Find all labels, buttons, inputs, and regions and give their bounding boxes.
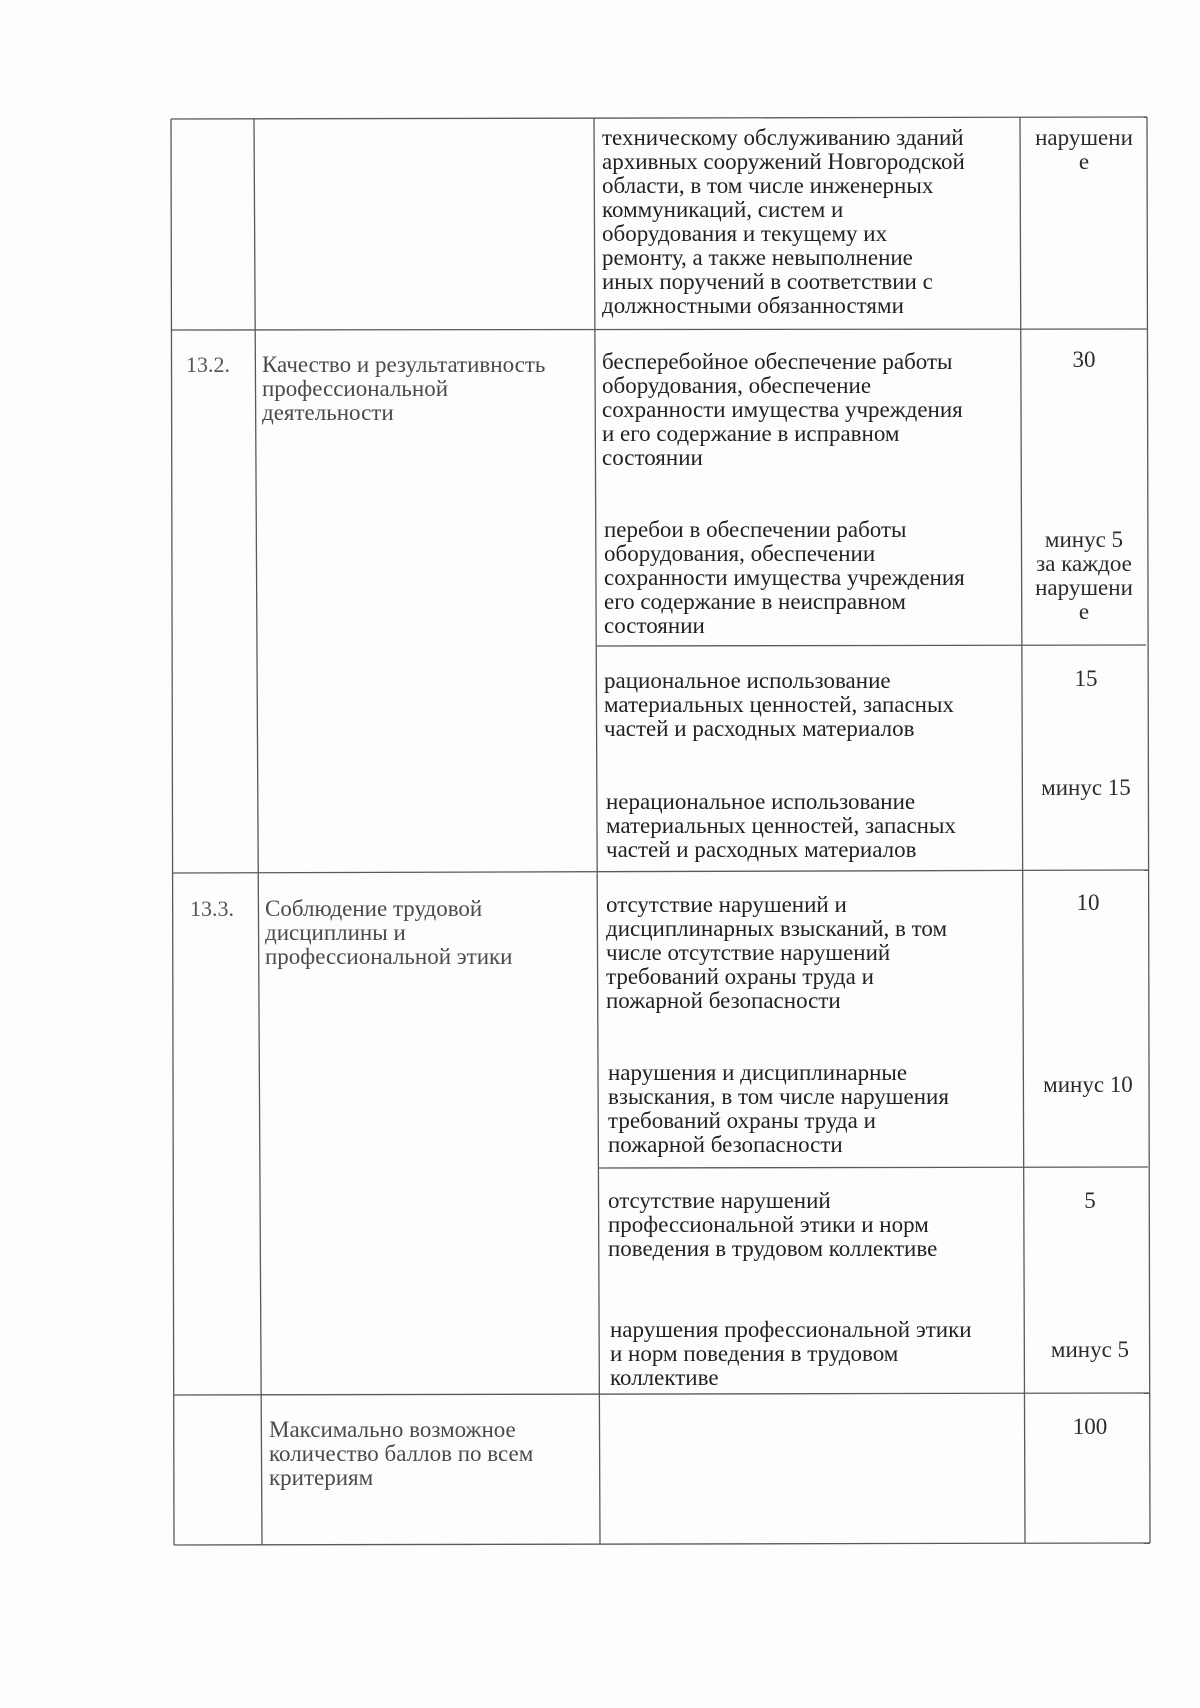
row-13-3-criterion: Соблюдение трудовой дисциплины и профессиональной этики — [265, 896, 513, 969]
row-13-2-item-3-desc: рациональное использование материальных ценностей, запасных частей и расходных материалов — [604, 668, 954, 741]
row-13-2-item-2-points: минус 5 за каждое нарушени е — [1035, 527, 1133, 624]
row-13-3-item-3-points: 5 — [1084, 1188, 1096, 1213]
row-13-3-item-2-desc: нарушения и дисциплинарные взыскания, в том числе нарушения требований охраны труда и пожарной безопасности — [608, 1060, 949, 1157]
row-13-3-item-4-desc: нарушения профессиональной этики и норм поведения в трудовом коллективе — [610, 1317, 972, 1390]
row-13-2-item-3-points: 15 — [1074, 666, 1098, 691]
row-13-2-item-1-desc: бесперебойное обеспечение работы оборудования, обеспечение сохранности имущества учреждения и его содержание в исправном состоянии — [602, 349, 963, 470]
row-13-3-item-2-points: минус 10 — [1043, 1072, 1133, 1097]
row-13-2-number: 13.2. — [186, 352, 230, 377]
total-points: 100 — [1072, 1414, 1108, 1439]
cont-description: техническому обслуживанию зданий архивных сооружений Новгородской области, в том числе инженерных коммуникаций, систем и оборудования и текущему их ремонту, а также невыполнение иных поручений в соответствии с должностными обязанностями — [602, 125, 965, 318]
row-13-2-criterion: Качество и результативность профессиональной деятельности — [262, 352, 546, 425]
row-13-2-item-2-desc: перебои в обеспечении работы оборудования, обеспечении сохранности имущества учреждения его содержание в неисправном состоянии — [604, 517, 965, 638]
row-13-3-item-1-points: 10 — [1076, 890, 1100, 915]
row-13-3-number: 13.3. — [190, 896, 234, 921]
row-13-2-item-1-points: 30 — [1072, 347, 1096, 372]
row-13-2-item-4-points: минус 15 — [1041, 775, 1131, 800]
row-13-2-item-4-desc: нерациональное использование материальных ценностей, запасных частей и расходных материалов — [606, 789, 956, 862]
row-13-3-item-1-desc: отсутствие нарушений и дисциплинарных взысканий, в том числе отсутствие нарушений требований охраны труда и пожарной безопасности — [606, 892, 948, 1013]
row-13-3-item-4-points: минус 5 — [1050, 1337, 1130, 1362]
row-13-3-item-3-desc: отсутствие нарушений профессиональной этики и норм поведения в трудовом коллективе — [608, 1188, 938, 1261]
cont-points: нарушени е — [1035, 125, 1133, 174]
total-criterion: Максимально возможное количество баллов по всем критериям — [269, 1417, 534, 1490]
